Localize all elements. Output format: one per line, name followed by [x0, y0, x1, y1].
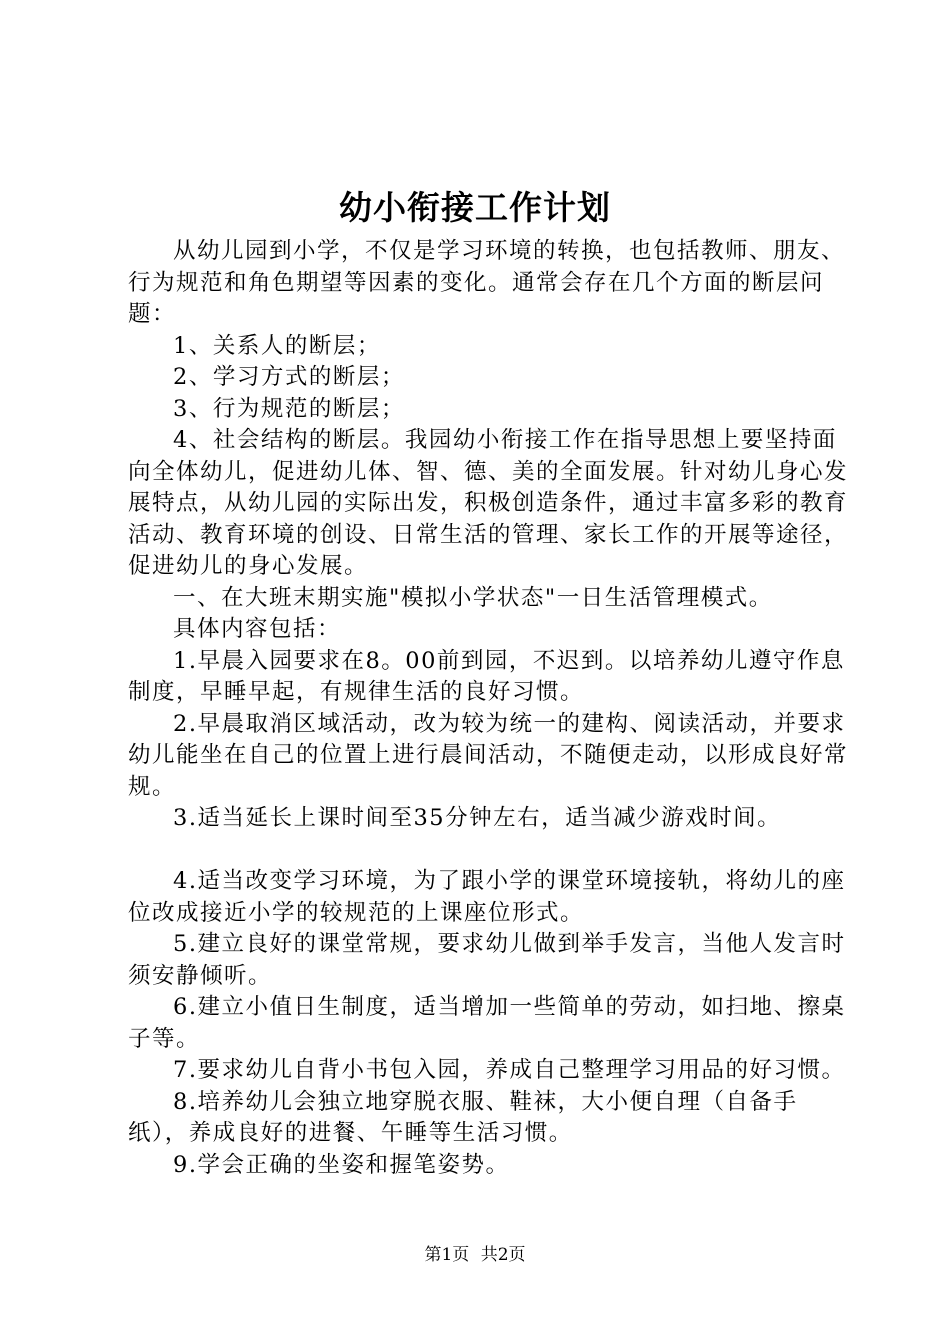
paragraph-blank [128, 835, 848, 867]
paragraph-item-2: 2、学习方式的断层； [173, 364, 405, 390]
paragraph-intro: 从幼儿园到小学，不仅是学习环境的转换，也包括教师、朋友、行为规范和角色期望等因素的变化。通常会存在几个方面的断层问题： [128, 238, 846, 327]
document-title: 幼小衔接工作计划 [339, 188, 611, 227]
page-number: 第1页 [424, 1245, 470, 1265]
paragraph-rule-9: 9.学会正确的坐姿和握笔姿势。 [173, 1151, 510, 1178]
paragraph-rule-8: 8.培养幼儿会独立地穿脱衣服、鞋袜，大小便自理（自备手纸），养成良好的进餐、午睡等生活习惯。 [128, 1088, 798, 1146]
paragraph-rule-2: 2.早晨取消区域活动，改为较为统一的建构、阅读活动，并要求幼儿能坐在自己的位置上进行晨间活动，不随便走动，以形成良好常规。 [128, 710, 849, 800]
page-total: 共2页 [480, 1245, 526, 1265]
paragraph-rule-6: 6.建立小值日生制度，适当增加一些简单的劳动，如扫地、擦桌子等。 [128, 994, 846, 1052]
paragraph-rule-1: 1.早晨入园要求在8。00前到园，不迟到。以培养幼儿遵守作息制度，早睡早起，有规律生活的良好习惯。 [128, 647, 845, 705]
paragraph-rule-4: 4.适当改变学习环境，为了跟小学的课堂环境接轨，将幼儿的座位改成接近小学的较规范的上课座位形式。 [128, 868, 846, 926]
document-body [128, 236, 848, 1181]
paragraph-rule-5: 5.建立良好的课堂常规，要求幼儿做到举手发言，当他人发言时须安静倾听。 [128, 931, 846, 989]
paragraph-item-3: 3、行为规范的断层； [173, 395, 405, 422]
paragraph-item-4: 4、社会结构的断层。我园幼小衔接工作在指导思想上要坚持面向全体幼儿，促进幼儿体、智、德、美的全面发展。针对幼儿身心发展特点，从幼儿园的实际出发，积极创造条件，通过丰富多彩的教育活动、教育环境的创设、日常生活的管理、家长工作的开展等途径，促进幼儿的身心发展。 [128, 427, 849, 579]
paragraph-item-1: 1、关系人的断层； [173, 332, 381, 359]
paragraph-contents-label: 具体内容包括： [173, 616, 342, 642]
page-footer [0, 1243, 950, 1267]
paragraph-rule-3: 3.适当延长上课时间至35分钟左右，适当减少游戏时间。 [173, 805, 782, 831]
paragraph-rule-7: 7.要求幼儿自背小书包入园，养成自己整理学习用品的好习惯。 [173, 1057, 846, 1083]
paragraph-section-1: 一、在大班末期实施"模拟小学状态"一日生活管理模式。 [173, 584, 773, 611]
